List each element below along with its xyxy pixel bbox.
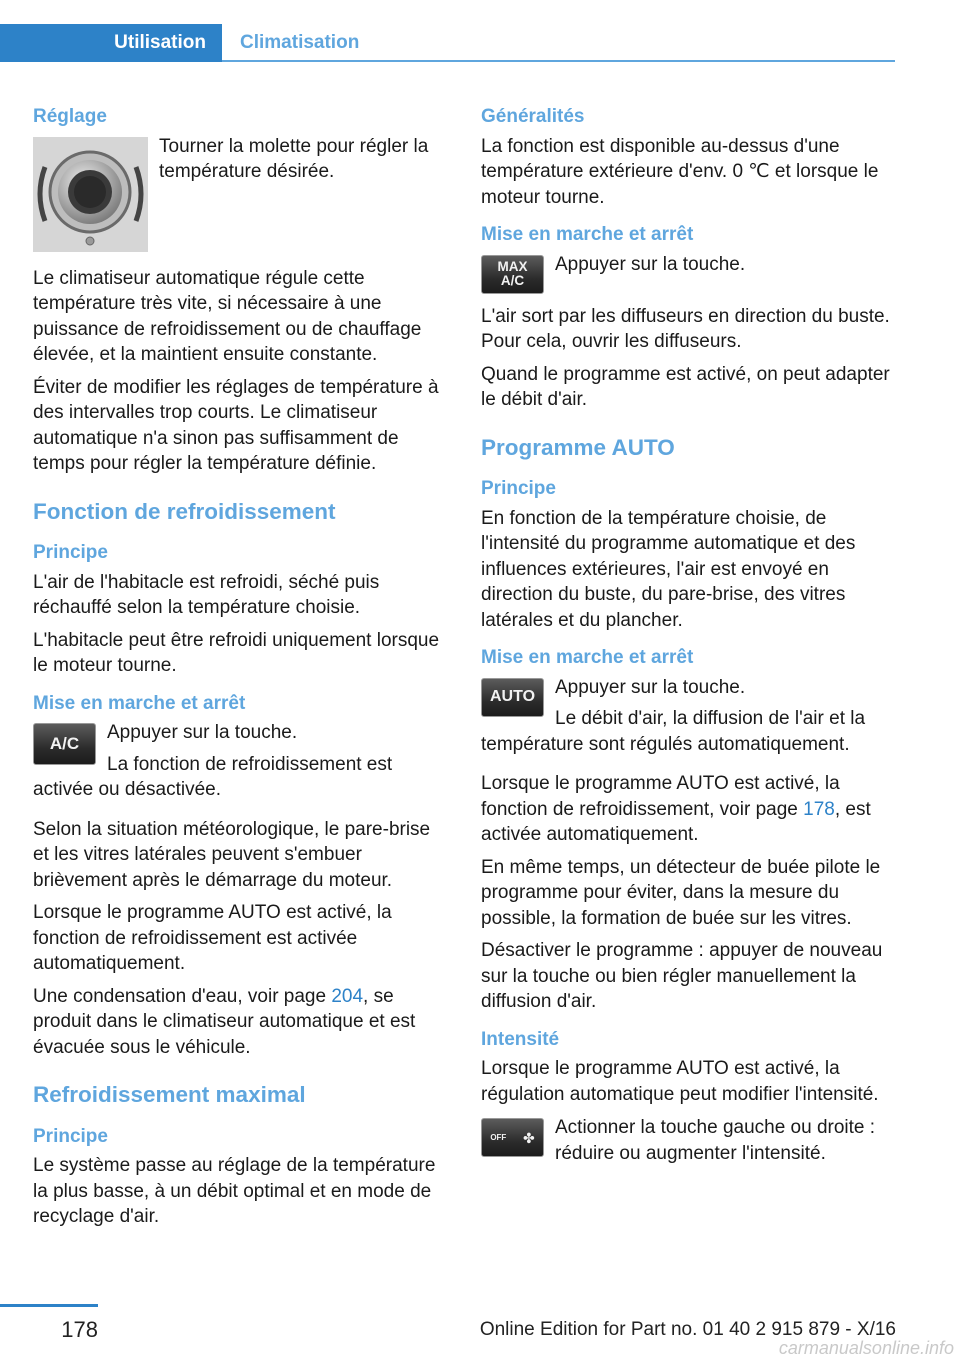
right-column (481, 100, 897, 1172)
max-cooling-heading: Refroidissement maximal (33, 1082, 306, 1107)
page-number: 178 (61, 1317, 98, 1342)
intensite-heading: Intensité (481, 1028, 560, 1050)
principe-heading: Principe (33, 542, 108, 563)
auto-press-text: Appuyer sur la touche. (555, 676, 746, 698)
intensity-text: Actionner la touche gauche ou droite : réduire ou augmenter l'intensité. (555, 1117, 876, 1164)
fan-off-icon: OFF (490, 1132, 507, 1142)
paragraph: Selon la situation météorologique, le pare-brise et les vitres latérales peuvent s'embuer brièvement après le démarrage du moteur. (33, 818, 431, 891)
page-link-204[interactable]: 204 (331, 985, 364, 1007)
max-button-row (481, 252, 897, 294)
paragraph: L'air de l'habitacle est refroidi, séché puis réchauffé selon la température choisie. (33, 571, 380, 618)
paragraph: La fonction est disponible au-dessus d'une température extérieure d'env. 0 ℃ et lorsque le moteur tourne. (481, 135, 879, 208)
ac-button-row (33, 720, 449, 803)
paragraph: Lorsque le programme AUTO est activé, la fonction de refroidissement est activée automatiquement. (33, 902, 392, 974)
reglage-heading: Réglage (33, 106, 107, 127)
left-column (33, 100, 449, 1237)
header-rule (222, 60, 895, 62)
paragraph: L'air sort par les diffuseurs en direction du buste. Pour cela, ouvrir les diffuseurs. (481, 305, 890, 352)
auto-cooling-paragraph: Lorsque le programme AUTO est activé, la fonction de refroidissement, voir page 178, est activée automatiquement. (481, 773, 871, 845)
temperature-knob-image (33, 137, 148, 252)
auto-principe-heading: Principe (481, 478, 556, 499)
paragraph: Lorsque le programme AUTO est activé, la régulation automatique peut modifier l'intensité. (481, 1058, 879, 1105)
paragraph: Le climatiseur automatique régule cette température très vite, si nécessaire à une puissance de refroidissement ou de chauffage élevée, et la maintient ensuite constante. (33, 267, 422, 365)
knob-icon (33, 137, 148, 252)
auto-button-row (481, 675, 897, 758)
max-press-text: Appuyer sur la touche. (555, 253, 746, 275)
tab-utilisation[interactable]: Utilisation (0, 24, 222, 62)
page-link-178[interactable]: 178 (803, 798, 835, 820)
reglage-text: Tourner la molette pour régler la température désirée. (159, 135, 429, 182)
max-principe-heading: Principe (33, 1125, 108, 1147)
paragraph: En même temps, un détecteur de buée pilote le programme pour éviter, dans la mesure du possible, la formation de buée sur les vitres. (481, 856, 881, 929)
intensity-button-row (481, 1115, 897, 1166)
max-ac-button-image: MAX A/C (481, 255, 544, 294)
footer-rule (0, 1304, 98, 1307)
ac-effect-text: La fonction de refroidissement est activée ou désactivée. (33, 753, 393, 800)
paragraph: En fonction de la température choisie, de l'intensité du programme automatique et des influences extérieures, l'air est envoyé en direction du buste, du pare-brise, des vitres latérales et du plancher. (481, 507, 856, 631)
ac-button-image: A/C (33, 723, 96, 765)
auto-button-image: AUTO (481, 678, 544, 717)
reglage-figure-row (33, 134, 449, 252)
generalites-heading: Généralités (481, 106, 585, 127)
paragraph: Le système passe au réglage de la température la plus basse, à un débit optimal et en mode de recyclage d'air. (33, 1155, 436, 1227)
paragraph: L'habitacle peut être refroidi uniquement lorsque le moteur tourne. (33, 629, 440, 676)
paragraph: Quand le programme est activé, on peut adapter le débit d'air. (481, 363, 890, 410)
header-tabs (0, 24, 895, 62)
auto-effect-text: Le débit d'air, la diffusion de l'air et la température sont régulés automatiquement. (481, 708, 866, 755)
tab-climatisation[interactable]: Climatisation (240, 32, 360, 53)
auto-onoff-heading: Mise en marche et arrêt (481, 647, 694, 668)
onoff-heading: Mise en marche et arrêt (33, 692, 246, 714)
fan-icon: ✤ (522, 1129, 535, 1146)
condensation-paragraph: Une condensation d'eau, voir page 204, se produit dans le climatiseur automatique et est évacuée sous le véhicule. (33, 985, 416, 1058)
watermark: carmanualsonline.info (778, 1338, 954, 1358)
ac-press-text: Appuyer sur la touche. (107, 722, 298, 743)
auto-heading: Programme AUTO (481, 434, 675, 460)
max-onoff-heading: Mise en marche et arrêt (481, 224, 694, 245)
cooling-heading: Fonction de refroidissement (33, 498, 336, 524)
paragraph: Éviter de modifier les réglages de température à des intervalles trop courts. Le climatiseur automatique n'a sinon pas suffisamment de temps pour régler la température définie. (33, 376, 439, 474)
paragraph: Désactiver le programme : appuyer de nouveau sur la touche ou bien régler manuellement la diffusion d'air. (481, 940, 883, 1012)
edition-text: Online Edition for Part no. 01 40 2 915 879 - X/16 (479, 1319, 896, 1340)
intensity-button-image (481, 1118, 544, 1157)
